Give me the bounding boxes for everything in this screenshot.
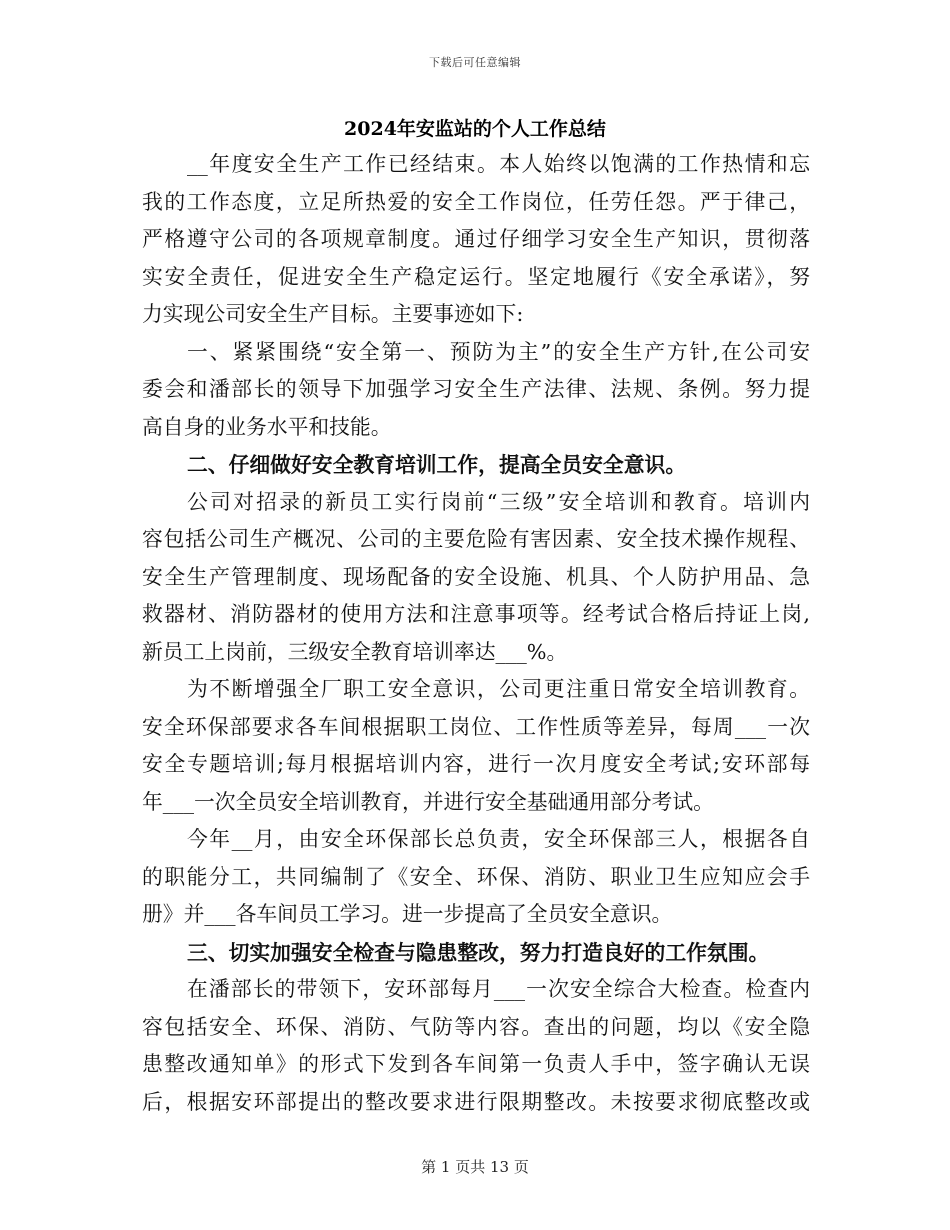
- body-text-line: 安全专题培训;每月根据培训内容，进行一次月度安全考试;安环部每: [142, 752, 810, 776]
- body-text-line: 新员工上岗前，三级安全教育培训率达___%。: [142, 639, 568, 664]
- body-text-line: 今年__月，由安全环保部长总负责，安全环保部三人，根据各自: [187, 827, 810, 851]
- body-text-line: 安全环保部要求各车间根据职工岗位、工作性质等差异，每周___一次: [142, 714, 810, 739]
- body-text-line: 后，根据安环部提出的整改要求进行限期整改。未按要求彻底整改或: [142, 1089, 810, 1114]
- body-text-line: 安全生产管理制度、现场配备的安全设施、机具、个人防护用品、急: [142, 564, 810, 589]
- body-text-line: __年度安全生产工作已经结束。本人始终以饱满的工作热情和忘: [187, 152, 810, 176]
- body-text-line: 册》并___各车间员工学习。进一步提高了全员安全意识。: [142, 902, 673, 926]
- body-text-line: 一、紧紧围绕“安全第一、预防为主”的安全生产方针,在公司安: [187, 339, 810, 364]
- body-text-line: 患整改通知单》的形式下发到各车间第一负责人手中，签字确认无误: [142, 1052, 810, 1076]
- page-header-note: 下载后可任意编辑: [429, 56, 521, 69]
- body-text-line: 为不断增强全厂职工安全意识，公司更注重日常安全培训教育。: [187, 677, 810, 701]
- document-title: 2024年安监站的个人工作总结: [344, 118, 606, 140]
- body-text-line: 公司对招录的新员工实行岗前“三级”安全培训和教育。培训内: [187, 489, 810, 514]
- body-text-line: 严格遵守公司的各项规章制度。通过仔细学习安全生产知识，贯彻落: [142, 227, 810, 251]
- document-body: [142, 146, 810, 1121]
- body-text-line: 在潘部长的带领下，安环部每月___一次安全综合大检查。检查内: [187, 977, 810, 1001]
- body-text-line: 年___一次全员安全培训教育，并进行安全基础通用部分考试。: [142, 789, 714, 814]
- body-text-line: 救器材、消防器材的使用方法和注意事项等。经考试合格后持证上岗,: [142, 602, 810, 626]
- body-text-line: 容包括安全、环保、消防、气防等内容。查出的问题，均以《安全隐: [142, 1014, 810, 1039]
- body-text-line: 委会和潘部长的领导下加强学习安全生产法律、法规、条例。努力提: [142, 377, 810, 401]
- page-number: 第 1 页共 13 页: [421, 1158, 529, 1176]
- body-text-line: 容包括公司生产概况、公司的主要危险有害因素、安全技术操作规程、: [142, 527, 810, 551]
- body-text-line: 实安全责任，促进安全生产稳定运行。坚定地履行《安全承诺》，努: [142, 264, 810, 289]
- section-heading-line: 三、切实加强安全检查与隐患整改，努力打造良好的工作氛围。: [187, 939, 770, 965]
- body-text-line: 高自身的业务水平和技能。: [142, 414, 392, 439]
- section-heading-line: 二、仔细做好安全教育培训工作，提高全员安全意识。: [187, 452, 687, 477]
- body-text-line: 的职能分工，共同编制了《安全、环保、消防、职业卫生应知应会手: [142, 864, 810, 889]
- body-text-line: 力实现公司安全生产目标。主要事迹如下:: [142, 302, 524, 326]
- body-text-line: 我的工作态度，立足所热爱的安全工作岗位，任劳任怨。严于律己，: [142, 189, 810, 214]
